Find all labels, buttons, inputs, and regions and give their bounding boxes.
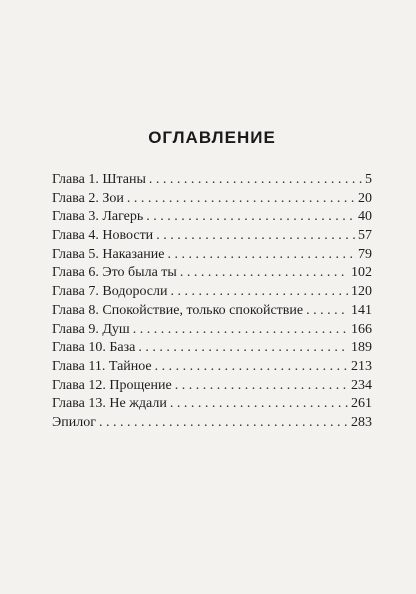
toc-entry-label: Эпилог [52, 414, 96, 430]
toc-entry-label: Глава 1. Штаны [52, 172, 146, 187]
toc-entry-label: Глава 12. Прощение [52, 377, 172, 393]
toc-entry-label: Глава 6. Это была ты [52, 265, 177, 281]
toc-leader-dots [167, 246, 355, 265]
toc-entry-label: Глава 8. Спокойствие, только спокойствие [52, 302, 304, 318]
toc-entry [52, 339, 372, 358]
table-of-contents [52, 128, 372, 433]
toc-entry-label: Глава 13. Не ждали [52, 396, 167, 412]
toc-entry [52, 414, 372, 433]
toc-entry-page: 102 [351, 265, 372, 281]
toc-leader-dots [180, 264, 348, 283]
toc-entry-label: Глава 11. Тайное [52, 358, 152, 374]
toc-title: ОГЛАВЛЕНИЕ [148, 128, 276, 147]
toc-entry-page: 40 [358, 209, 372, 225]
toc-entry [52, 302, 372, 321]
toc-entry [52, 321, 372, 340]
toc-leader-dots [155, 358, 348, 377]
toc-leader-dots [306, 302, 348, 321]
toc-entry-page: 141 [351, 302, 372, 318]
toc-entry [52, 395, 372, 414]
toc-leader-dots [156, 227, 355, 246]
toc-leader-dots [175, 377, 348, 396]
toc-entry [52, 246, 372, 265]
toc-entry-page: 234 [351, 377, 372, 393]
toc-entry-page: 189 [351, 340, 372, 356]
toc-leader-dots [170, 283, 348, 302]
toc-entry-page: 57 [358, 228, 372, 244]
toc-leader-dots [170, 395, 348, 414]
toc-entry-label: Глава 5. Наказание [52, 246, 165, 262]
toc-entry-page: 213 [351, 358, 372, 374]
toc-entry-label: Глава 10. База [52, 340, 136, 356]
toc-entry [52, 190, 372, 209]
toc-entry-label: Глава 2. Зои [52, 190, 124, 206]
toc-entry-page: 166 [351, 321, 372, 337]
toc-entry [52, 171, 372, 190]
toc-entry [52, 208, 372, 227]
toc-leader-dots [149, 171, 362, 190]
toc-entry [52, 264, 372, 283]
toc-entry [52, 227, 372, 246]
toc-entry-page: 79 [358, 246, 372, 262]
toc-leader-dots [138, 339, 348, 358]
toc-entry-label: Глава 3. Лагерь [52, 209, 144, 225]
toc-entry-page: 120 [351, 284, 372, 300]
toc-leader-dots [133, 321, 348, 340]
toc-entry-page: 20 [358, 190, 372, 206]
toc-list [52, 171, 372, 433]
toc-entry [52, 358, 372, 377]
toc-entry-label: Глава 4. Новости [52, 228, 154, 244]
toc-leader-dots [99, 414, 348, 433]
toc-entry-page: 261 [351, 396, 372, 412]
toc-leader-dots [146, 208, 355, 227]
toc-entry-page: 5 [365, 172, 372, 187]
toc-entry-label: Глава 9. Душ [52, 321, 130, 337]
toc-entry-label: Глава 7. Водоросли [52, 284, 168, 300]
toc-entry [52, 377, 372, 396]
toc-entry-page: 283 [351, 414, 372, 430]
toc-leader-dots [127, 190, 355, 209]
toc-entry [52, 283, 372, 302]
